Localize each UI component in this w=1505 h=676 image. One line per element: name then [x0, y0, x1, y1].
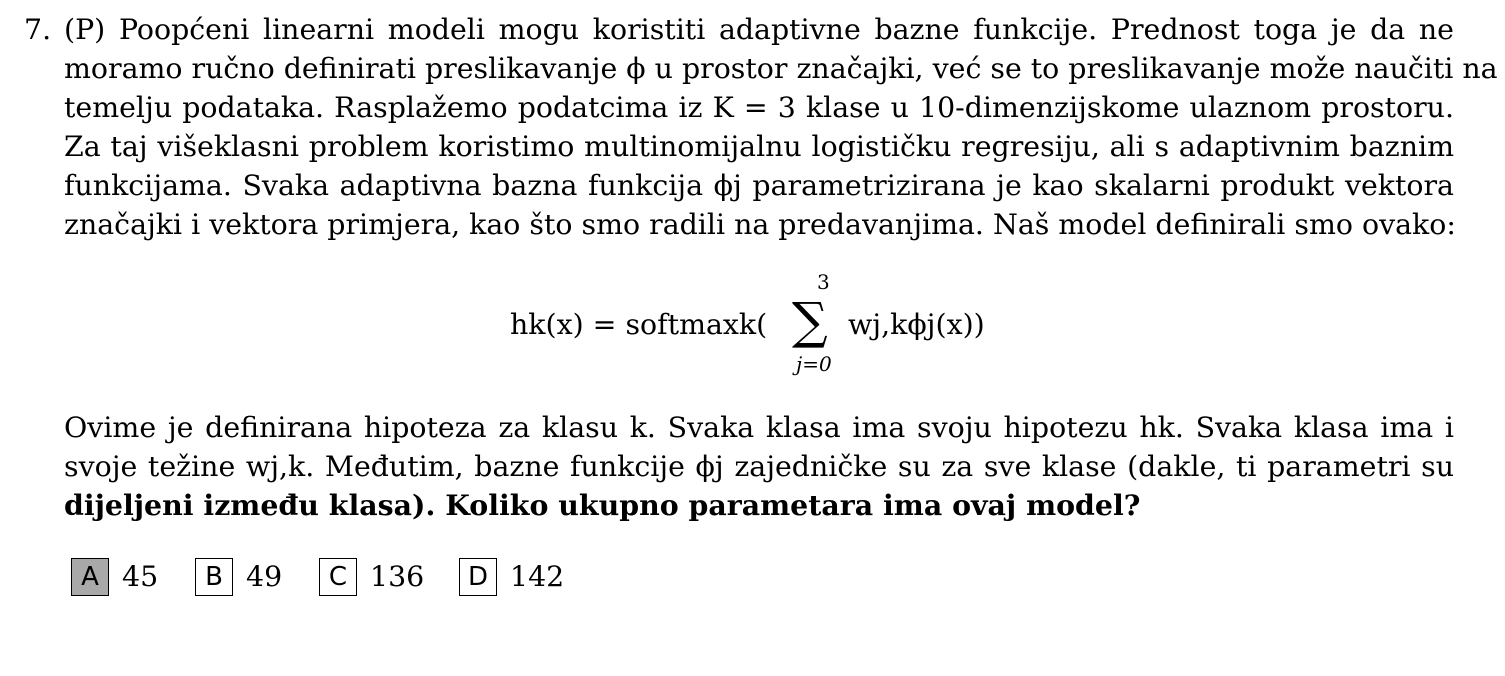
answer-letter-box[interactable]: D	[459, 558, 497, 596]
answer-letter-box[interactable]: A	[71, 558, 109, 596]
summation-symbol: ∑	[792, 292, 828, 350]
question-line: Za taj višeklasni problem koristimo multinomijalnu logističku regresiju, ali s adaptivnim baznim	[64, 130, 1454, 163]
answer-letter-box[interactable]: B	[195, 558, 233, 596]
answer-value: 45	[122, 560, 159, 593]
sum-upper-limit: 3	[817, 270, 830, 294]
question-line: (P) Poopćeni linearni modeli mogu koristiti adaptivne bazne funkcije. Prednost toga je da ne	[64, 13, 1454, 46]
sum-lower-limit: j=0	[796, 352, 832, 376]
question-text	[64, 10, 1498, 244]
question-block	[24, 10, 1498, 244]
answer-value: 142	[510, 560, 565, 593]
formula-rhs: wj,kϕj(x))	[848, 308, 985, 341]
answer-letter-box[interactable]: C	[319, 558, 357, 596]
answer-value: 136	[370, 560, 425, 593]
followup-line: svoje težine wj,k. Međutim, bazne funkcije ϕj zajedničke su za sve klase (dakle, ti parametri su	[64, 450, 1454, 483]
answer-value: 49	[246, 560, 283, 593]
question-line: značajki i vektora primjera, kao što smo radili na predavanjima. Naš model definirali smo ovako:	[64, 208, 1456, 241]
question-number: 7.	[24, 13, 52, 46]
question-line: moramo ručno definirati preslikavanje ϕ u prostor značajki, već se to preslikavanje može naučiti na	[64, 52, 1498, 85]
hypothesis-formula	[510, 270, 1030, 380]
formula-lhs: hk(x) = softmaxk(	[510, 308, 768, 341]
question-line: temelju podataka. Rasplažemo podatcima iz K = 3 klase u 10-dimenzijskome ulaznom prostoru.	[64, 91, 1454, 124]
followup-line: Ovime je definirana hipoteza za klasu k. Svaka klasa ima svoju hipotezu hk. Svaka klasa ima i	[64, 411, 1454, 444]
question-followup	[64, 408, 1454, 525]
question-line: funkcijama. Svaka adaptivna bazna funkcija ϕj parametrizirana je kao skalarni produkt vektora	[64, 169, 1454, 202]
followup-line: dijeljeni između klasa). Koliko ukupno parametara ima ovaj model?	[64, 488, 1141, 522]
